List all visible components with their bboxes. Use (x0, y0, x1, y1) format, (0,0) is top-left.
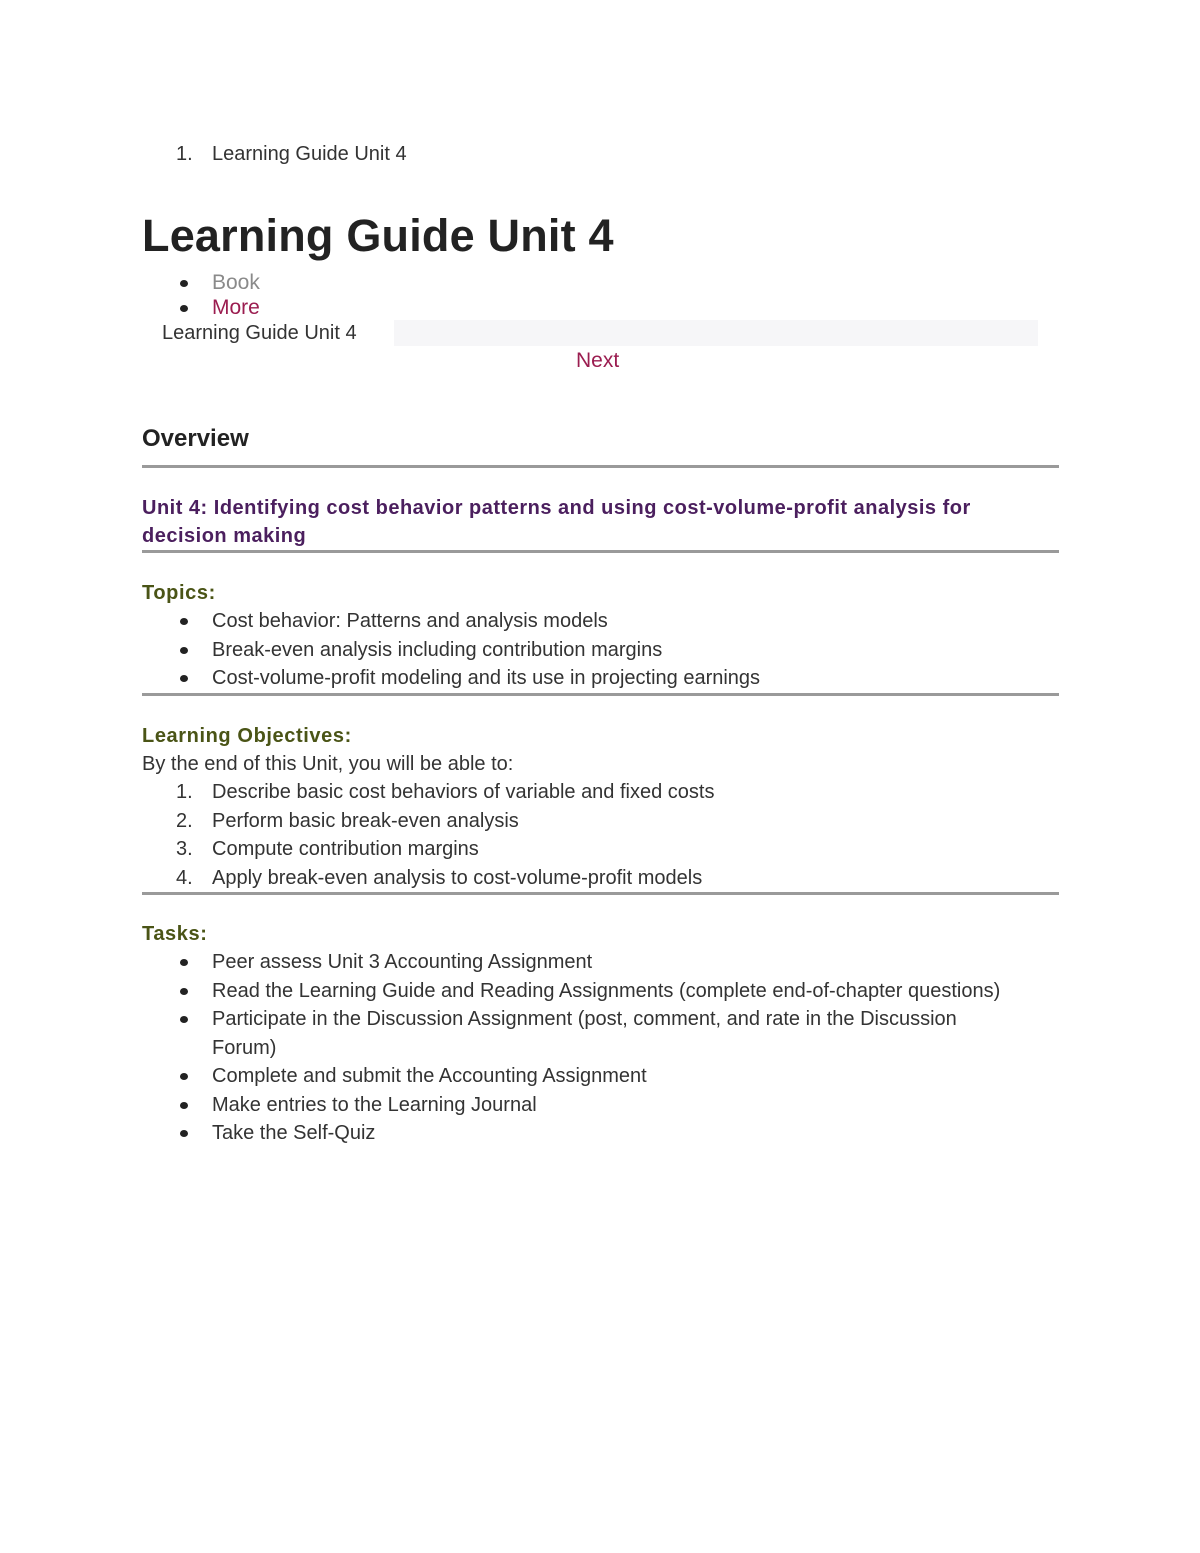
more-link[interactable]: More (212, 296, 260, 319)
tasks-list (142, 948, 1022, 1148)
book-link[interactable]: Book (212, 271, 260, 294)
list-item: Cost-volume-profit modeling and its use in projecting earnings (142, 664, 1059, 693)
breadcrumb (142, 140, 407, 168)
book-links-item-more (142, 295, 260, 320)
list-item: Take the Self-Quiz (142, 1119, 1022, 1148)
topics-list (142, 607, 1059, 693)
list-item-text: Describe basic cost behaviors of variable and fixed costs (212, 781, 715, 803)
breadcrumb-item-label[interactable]: Learning Guide Unit 4 (212, 143, 407, 165)
list-item-text: Compute contribution margins (212, 838, 479, 860)
list-item-number: 2. (176, 809, 193, 832)
list-item: Cost behavior: Patterns and analysis models (142, 607, 1059, 636)
divider (142, 693, 1059, 696)
book-links-item-book (142, 270, 260, 295)
current-page-label: Learning Guide Unit 4 (162, 322, 357, 344)
list-item: Make entries to the Learning Journal (142, 1091, 1022, 1120)
list-item (142, 864, 714, 893)
list-item-text: Apply break-even analysis to cost-volume-profit models (212, 866, 703, 889)
list-item: Complete and submit the Accounting Assignment (142, 1062, 1022, 1091)
list-item-text: Perform basic break-even analysis (212, 809, 519, 832)
list-item: Peer assess Unit 3 Accounting Assignment (142, 948, 1022, 977)
list-item: Read the Learning Guide and Reading Assignments (complete end-of-chapter questions) (142, 977, 1022, 1006)
list-item (142, 807, 714, 836)
objectives-intro: By the end of this Unit, you will be able to: (142, 753, 514, 775)
breadcrumb-item-number: 1. (176, 143, 193, 165)
unit-heading: Unit 4: Identifying cost behavior patterns and using cost-volume-profit analysis for decision making (142, 497, 971, 547)
list-item-number: 4. (176, 866, 193, 889)
book-links (142, 270, 260, 320)
list-item: Participate in the Discussion Assignment (post, comment, and rate in the Discussion Forum) (142, 1005, 1022, 1062)
divider (142, 550, 1059, 553)
overview-heading: Overview (142, 425, 249, 452)
book-navigation-bar (162, 320, 1038, 346)
list-item-number: 3. (176, 838, 193, 860)
tasks-heading: Tasks: (142, 923, 208, 945)
list-item (142, 835, 714, 864)
navigation-bar-background (394, 320, 1038, 346)
objectives-list (142, 778, 714, 892)
divider (142, 892, 1059, 895)
page-title: Learning Guide Unit 4 (142, 210, 614, 261)
divider (142, 465, 1059, 468)
list-item (142, 778, 714, 807)
next-link[interactable]: Next (576, 349, 620, 372)
topics-heading: Topics: (142, 582, 216, 604)
list-item-number: 1. (176, 781, 193, 803)
learning-objectives-heading: Learning Objectives: (142, 725, 352, 747)
list-item: Break-even analysis including contribution margins (142, 636, 1059, 665)
breadcrumb-item[interactable] (142, 140, 407, 168)
